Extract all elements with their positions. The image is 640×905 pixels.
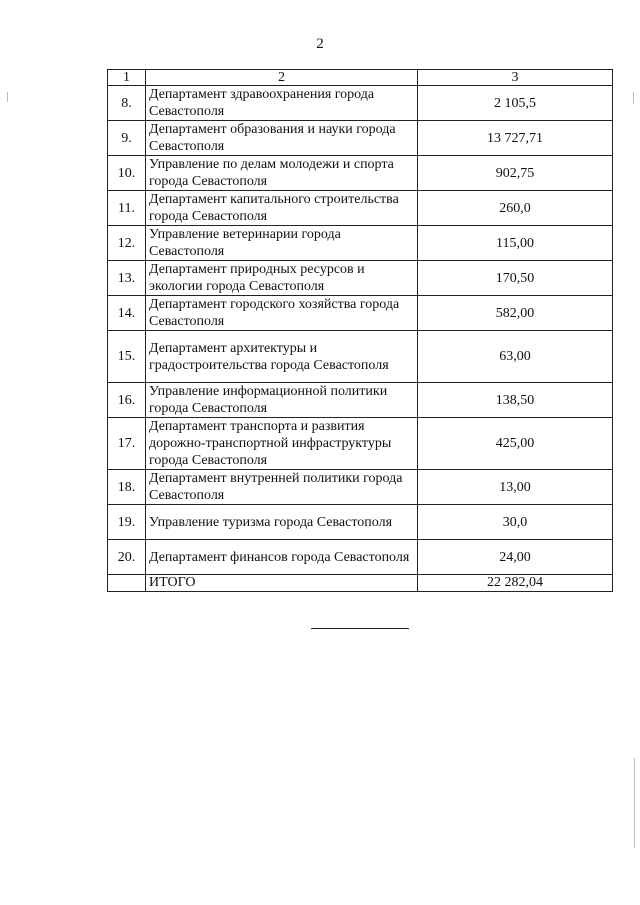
column-header-number: 1 [108,70,146,86]
row-department: Департамент здравоохранения города Севастополя [146,86,418,121]
total-amount: 22 282,04 [418,575,613,592]
row-amount: 425,00 [418,418,613,470]
page-number: 2 [316,36,324,52]
row-number: 17. [108,418,146,470]
row-department: Управление туризма города Севастополя [146,505,418,540]
row-department: Департамент внутренней политики города Севастополя [146,470,418,505]
row-department: Департамент природных ресурсов и экологии города Севастополя [146,261,418,296]
table-row [108,86,613,121]
table-row [108,331,613,383]
row-amount: 170,50 [418,261,613,296]
row-department: Департамент капитального строительства города Севастополя [146,191,418,226]
row-amount: 13 727,71 [418,121,613,156]
row-amount: 2 105,5 [418,86,613,121]
total-number [108,575,146,592]
row-amount: 115,00 [418,226,613,261]
table-row [108,540,613,575]
scan-margin-mark [633,92,634,104]
table-row [108,121,613,156]
table-row [108,296,613,331]
table-row [108,226,613,261]
row-amount: 902,75 [418,156,613,191]
row-number: 15. [108,331,146,383]
row-amount: 582,00 [418,296,613,331]
table-header-row [108,70,613,86]
row-number: 10. [108,156,146,191]
end-of-document-rule [311,628,409,629]
row-number: 18. [108,470,146,505]
row-number: 14. [108,296,146,331]
row-department: Управление ветеринарии города Севастополя [146,226,418,261]
table-row [108,261,613,296]
table-row [108,505,613,540]
column-header-sum: 3 [418,70,613,86]
column-header-name: 2 [146,70,418,86]
table-row [108,191,613,226]
table-row [108,470,613,505]
table-row [108,418,613,470]
row-number: 9. [108,121,146,156]
row-department: Департамент образования и науки города Севастополя [146,121,418,156]
row-number: 8. [108,86,146,121]
row-department: Департамент городского хозяйства города Севастополя [146,296,418,331]
table-row [108,156,613,191]
row-department: Управление по делам молодежи и спорта города Севастополя [146,156,418,191]
row-amount: 63,00 [418,331,613,383]
row-department: Департамент транспорта и развития дорожно-транспортной инфраструктуры города Севастополя [146,418,418,470]
row-amount: 30,0 [418,505,613,540]
budget-table [107,69,613,592]
row-amount: 24,00 [418,540,613,575]
row-number: 12. [108,226,146,261]
total-label: ИТОГО [146,575,418,592]
row-number: 16. [108,383,146,418]
row-amount: 138,50 [418,383,613,418]
row-department: Департамент финансов города Севастополя [146,540,418,575]
row-number: 19. [108,505,146,540]
row-number: 11. [108,191,146,226]
table-row [108,383,613,418]
row-department: Департамент архитектуры и градостроительства города Севастополя [146,331,418,383]
scan-margin-mark [634,758,635,848]
row-department: Управление информационной политики города Севастополя [146,383,418,418]
row-amount: 260,0 [418,191,613,226]
row-amount: 13,00 [418,470,613,505]
row-number: 13. [108,261,146,296]
total-row [108,575,613,592]
scan-margin-mark [7,92,8,102]
row-number: 20. [108,540,146,575]
